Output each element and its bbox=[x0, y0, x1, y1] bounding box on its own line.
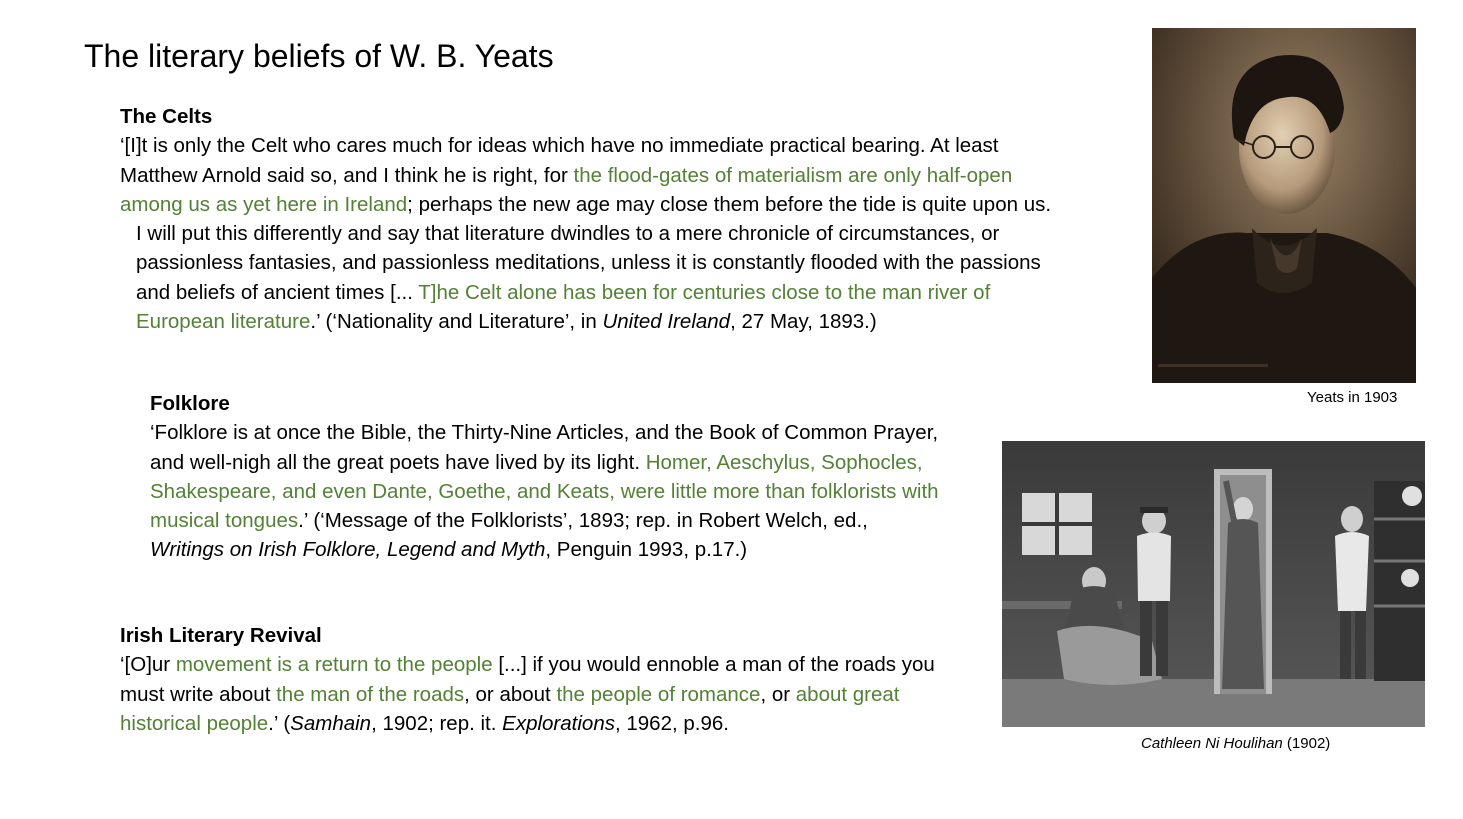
stage-scene-illustration bbox=[1002, 441, 1425, 727]
highlighted-text: about great historical people bbox=[120, 682, 900, 735]
section-folklore bbox=[150, 389, 942, 565]
text: ‘[I]t is only the Celt who cares much for ideas which have no immediate practical bearing. At least Matthew Arnold said so, and I think he is right, for bbox=[120, 134, 999, 187]
stage-photo-caption bbox=[1141, 735, 1330, 753]
text: , Penguin 1993, p.17.) bbox=[545, 538, 748, 562]
revival-paragraph bbox=[120, 650, 952, 738]
text: [...] if you would ennoble a man of the roads you must write about bbox=[120, 653, 935, 706]
portrait-illustration bbox=[1152, 28, 1416, 383]
caption-year: (1902) bbox=[1282, 735, 1331, 752]
text: ‘Folklore is at once the Bible, the Thirty-Nine Articles, and the Book of Common Prayer, and well-nigh all the great poets have lived by its light. bbox=[150, 421, 939, 474]
portrait-caption: Yeats in 1903 bbox=[1307, 389, 1398, 406]
text: .’ (‘Message of the Folklorists’, 1893; rep. in Robert Welch, ed., bbox=[298, 509, 868, 533]
yeats-portrait-photo bbox=[1152, 28, 1416, 383]
text: , or about bbox=[464, 682, 557, 706]
italic-title: United Ireland bbox=[602, 310, 731, 334]
text: , or bbox=[760, 682, 796, 706]
text: , 1962, p.96. bbox=[614, 711, 729, 735]
text: ; perhaps the new age may close them before the tide is quite upon us. bbox=[407, 192, 1052, 216]
section-heading-folklore: Folklore bbox=[150, 392, 230, 415]
cathleen-ni-houlihan-photo bbox=[1002, 441, 1425, 727]
text: , 27 May, 1893.) bbox=[730, 310, 877, 334]
section-heading-celts: The Celts bbox=[120, 105, 213, 128]
celts-paragraph-1 bbox=[120, 131, 1072, 219]
section-revival bbox=[120, 621, 952, 738]
section-celts bbox=[120, 102, 1072, 336]
text: .’ (‘Nationality and Literature’, in bbox=[310, 310, 603, 334]
italic-title: Writings on Irish Folklore, Legend and Myth bbox=[150, 538, 546, 562]
page-title: The literary beliefs of W. B. Yeats bbox=[84, 38, 554, 74]
text: , 1902; rep. it. bbox=[371, 711, 503, 735]
highlighted-text: movement is a return to the people bbox=[175, 653, 493, 677]
section-heading-revival: Irish Literary Revival bbox=[120, 624, 322, 647]
highlighted-text: the people of romance bbox=[556, 682, 761, 706]
highlighted-text: the flood-gates of materialism are only half-open among us as yet here in Ireland bbox=[120, 163, 1013, 216]
folklore-paragraph bbox=[150, 418, 942, 564]
italic-title: Samhain bbox=[290, 711, 372, 735]
text: I will put this differently and say that literature dwindles to a mere chronicle of circumstances, or passionless fantasies, and passionless meditations, unless it is constantly flooded with the passions and beliefs of ancient times [... bbox=[136, 222, 1041, 304]
italic-title: Explorations bbox=[502, 711, 615, 735]
caption-play-title: Cathleen Ni Houlihan bbox=[1141, 735, 1283, 752]
highlighted-text: the man of the roads bbox=[276, 682, 465, 706]
highlighted-text: T]he Celt alone has been for centuries close to the man river of European literature bbox=[136, 280, 991, 334]
celts-paragraph-2 bbox=[120, 219, 1072, 336]
text: ‘[O]ur bbox=[120, 653, 176, 677]
highlighted-text: Homer, Aeschylus, Sophocles, Shakespeare, and even Dante, Goethe, and Keats, were little more than folklorists with musical tongues bbox=[150, 450, 939, 533]
text: .’ ( bbox=[268, 711, 291, 735]
